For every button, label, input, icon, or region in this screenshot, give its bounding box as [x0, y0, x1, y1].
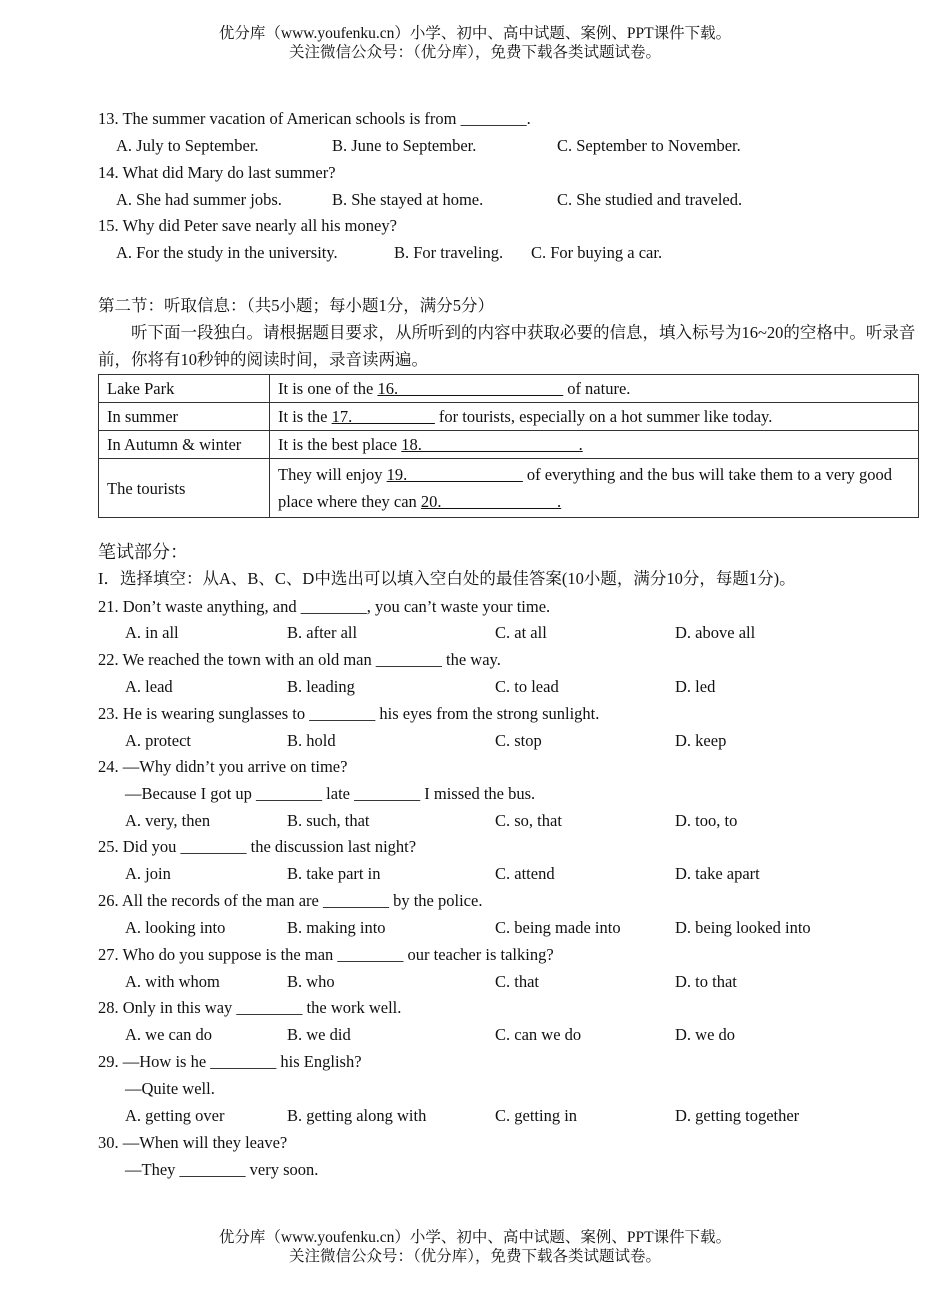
question-13-stem: 13. The summer vacation of American schools is from ________.	[98, 109, 531, 128]
q15-option-b: B. For traveling.	[394, 243, 504, 262]
question-24-stem: 24. —Why didn’t you arrive on time?	[98, 757, 348, 776]
q29-option-b: B. getting along with	[287, 1106, 427, 1125]
question-21-stem: 21. Don’t waste anything, and ________, you can’t waste your time.	[98, 597, 551, 616]
table-value: It is the 17.__________ for tourists, especially on a hot summer like today.	[270, 403, 919, 431]
q23-option-a: A. protect	[125, 731, 191, 750]
q14-option-c: C. She studied and traveled.	[557, 190, 743, 209]
table-key: Lake Park	[99, 375, 270, 403]
q21-option-c: C. at all	[495, 623, 547, 642]
q26-option-c: C. being made into	[495, 918, 621, 937]
footer-line-1: 优分库（www.youfenku.cn）小学、初中、高中试题、案例、PPT课件下载。	[218, 1229, 732, 1246]
question-29-stem-2: —Quite well.	[125, 1079, 215, 1098]
written-section-title: 笔试部分：	[98, 542, 188, 562]
section-2-instruction: 听下面一段独白。请根据题目要求，从所听到的内容中获取必要的信息，填入标号为16~20的空格中。听录音前，你将有10秒钟的阅读时间，录音读两遍。	[98, 323, 916, 369]
q26-option-b: B. making into	[287, 918, 386, 937]
q25-option-b: B. take part in	[287, 864, 381, 883]
q23-option-c: C. stop	[495, 731, 542, 750]
q21-option-b: B. after all	[287, 623, 358, 642]
table-row	[99, 459, 919, 518]
question-24-stem-2: —Because I got up ________ late ________ I missed the bus.	[125, 784, 536, 803]
blank-16[interactable]: 16.____________________	[377, 379, 564, 398]
section-2-title: 第二节：听取信息：（共5小题；每小题1分，满分5分）	[98, 296, 494, 315]
q25-option-c: C. attend	[495, 864, 555, 883]
q24-option-c: C. so, that	[495, 811, 562, 830]
q24-option-a: A. very, then	[125, 811, 211, 830]
q27-option-d: D. to that	[675, 972, 737, 991]
question-29-stem: 29. —How is he ________ his English?	[98, 1052, 362, 1071]
q22-option-a: A. lead	[125, 677, 173, 696]
blank-18[interactable]: 18.___________________.	[401, 435, 583, 454]
q29-option-a: A. getting over	[125, 1106, 225, 1125]
blank-20[interactable]: 20.______________.	[420, 492, 562, 511]
q28-option-c: C. can we do	[495, 1025, 582, 1044]
blank-17[interactable]: 17.__________	[331, 407, 435, 426]
table-row	[99, 431, 919, 459]
q24-option-b: B. such, that	[287, 811, 370, 830]
q13-option-a: A. July to September.	[116, 136, 259, 155]
q27-option-b: B. who	[287, 972, 335, 991]
q23-option-d: D. keep	[675, 731, 727, 750]
table-key: The tourists	[99, 459, 270, 518]
q29-option-c: C. getting in	[495, 1106, 578, 1125]
table-row	[99, 403, 919, 431]
table-value: They will enjoy 19.______________ of everything and the bus will take them to a very good place where they can 20.______________.	[270, 459, 919, 518]
multiple-choice-title: I．选择填空：从A、B、C、D中选出可以填入空白处的最佳答案(10小题，满分10分，每题1分)。	[98, 569, 796, 588]
info-table	[98, 374, 919, 518]
table-value: It is one of the 16.____________________ of nature.	[270, 375, 919, 403]
q26-option-a: A. looking into	[125, 918, 226, 937]
question-22-stem: 22. We reached the town with an old man ________ the way.	[98, 650, 501, 669]
q27-option-a: A. with whom	[125, 972, 220, 991]
q25-option-a: A. join	[125, 864, 171, 883]
q29-option-d: D. getting together	[675, 1106, 800, 1125]
q14-option-a: A. She had summer jobs.	[116, 190, 282, 209]
q13-option-b: B. June to September.	[332, 136, 477, 155]
q24-option-d: D. too, to	[675, 811, 738, 830]
q21-option-a: A. in all	[125, 623, 179, 642]
q25-option-d: D. take apart	[675, 864, 760, 883]
question-15-stem: 15. Why did Peter save nearly all his money?	[98, 216, 397, 235]
question-30-stem: 30. —When will they leave?	[98, 1133, 288, 1152]
question-26-stem: 26. All the records of the man are ________ by the police.	[98, 891, 483, 910]
table-key: In Autumn & winter	[99, 431, 270, 459]
question-14-stem: 14. What did Mary do last summer?	[98, 163, 336, 182]
q14-option-b: B. She stayed at home.	[332, 190, 484, 209]
question-23-stem: 23. He is wearing sunglasses to ________ his eyes from the strong sunlight.	[98, 704, 600, 723]
blank-19[interactable]: 19.______________	[386, 465, 523, 484]
table-value: It is the best place 18.___________________.	[270, 431, 919, 459]
table-key: In summer	[99, 403, 270, 431]
header-line-1: 优分库（www.youfenku.cn）小学、初中、高中试题、案例、PPT课件下载。	[218, 25, 732, 42]
page-header	[0, 24, 950, 62]
q13-option-c: C. September to November.	[557, 136, 741, 155]
q22-option-b: B. leading	[287, 677, 355, 696]
q15-option-a: A. For the study in the university.	[116, 243, 338, 262]
header-line-2: 关注微信公众号：（优分库），免费下载各类试题试卷。	[288, 44, 661, 61]
q28-option-d: D. we do	[675, 1025, 736, 1044]
q27-option-c: C. that	[495, 972, 539, 991]
q23-option-b: B. hold	[287, 731, 336, 750]
question-28-stem: 28. Only in this way ________ the work well.	[98, 998, 402, 1017]
question-30-stem-2: —They ________ very soon.	[125, 1160, 319, 1179]
q15-option-c: C. For buying a car.	[531, 243, 663, 262]
q22-option-d: D. led	[675, 677, 716, 696]
table-row	[99, 375, 919, 403]
question-27-stem: 27. Who do you suppose is the man ________ our teacher is talking?	[98, 945, 554, 964]
q22-option-c: C. to lead	[495, 677, 559, 696]
q28-option-a: A. we can do	[125, 1025, 213, 1044]
page-footer	[0, 1228, 950, 1266]
footer-line-2: 关注微信公众号：（优分库），免费下载各类试题试卷。	[288, 1248, 661, 1265]
q26-option-d: D. being looked into	[675, 918, 811, 937]
q28-option-b: B. we did	[287, 1025, 351, 1044]
question-25-stem: 25. Did you ________ the discussion last night?	[98, 837, 417, 856]
q21-option-d: D. above all	[675, 623, 756, 642]
